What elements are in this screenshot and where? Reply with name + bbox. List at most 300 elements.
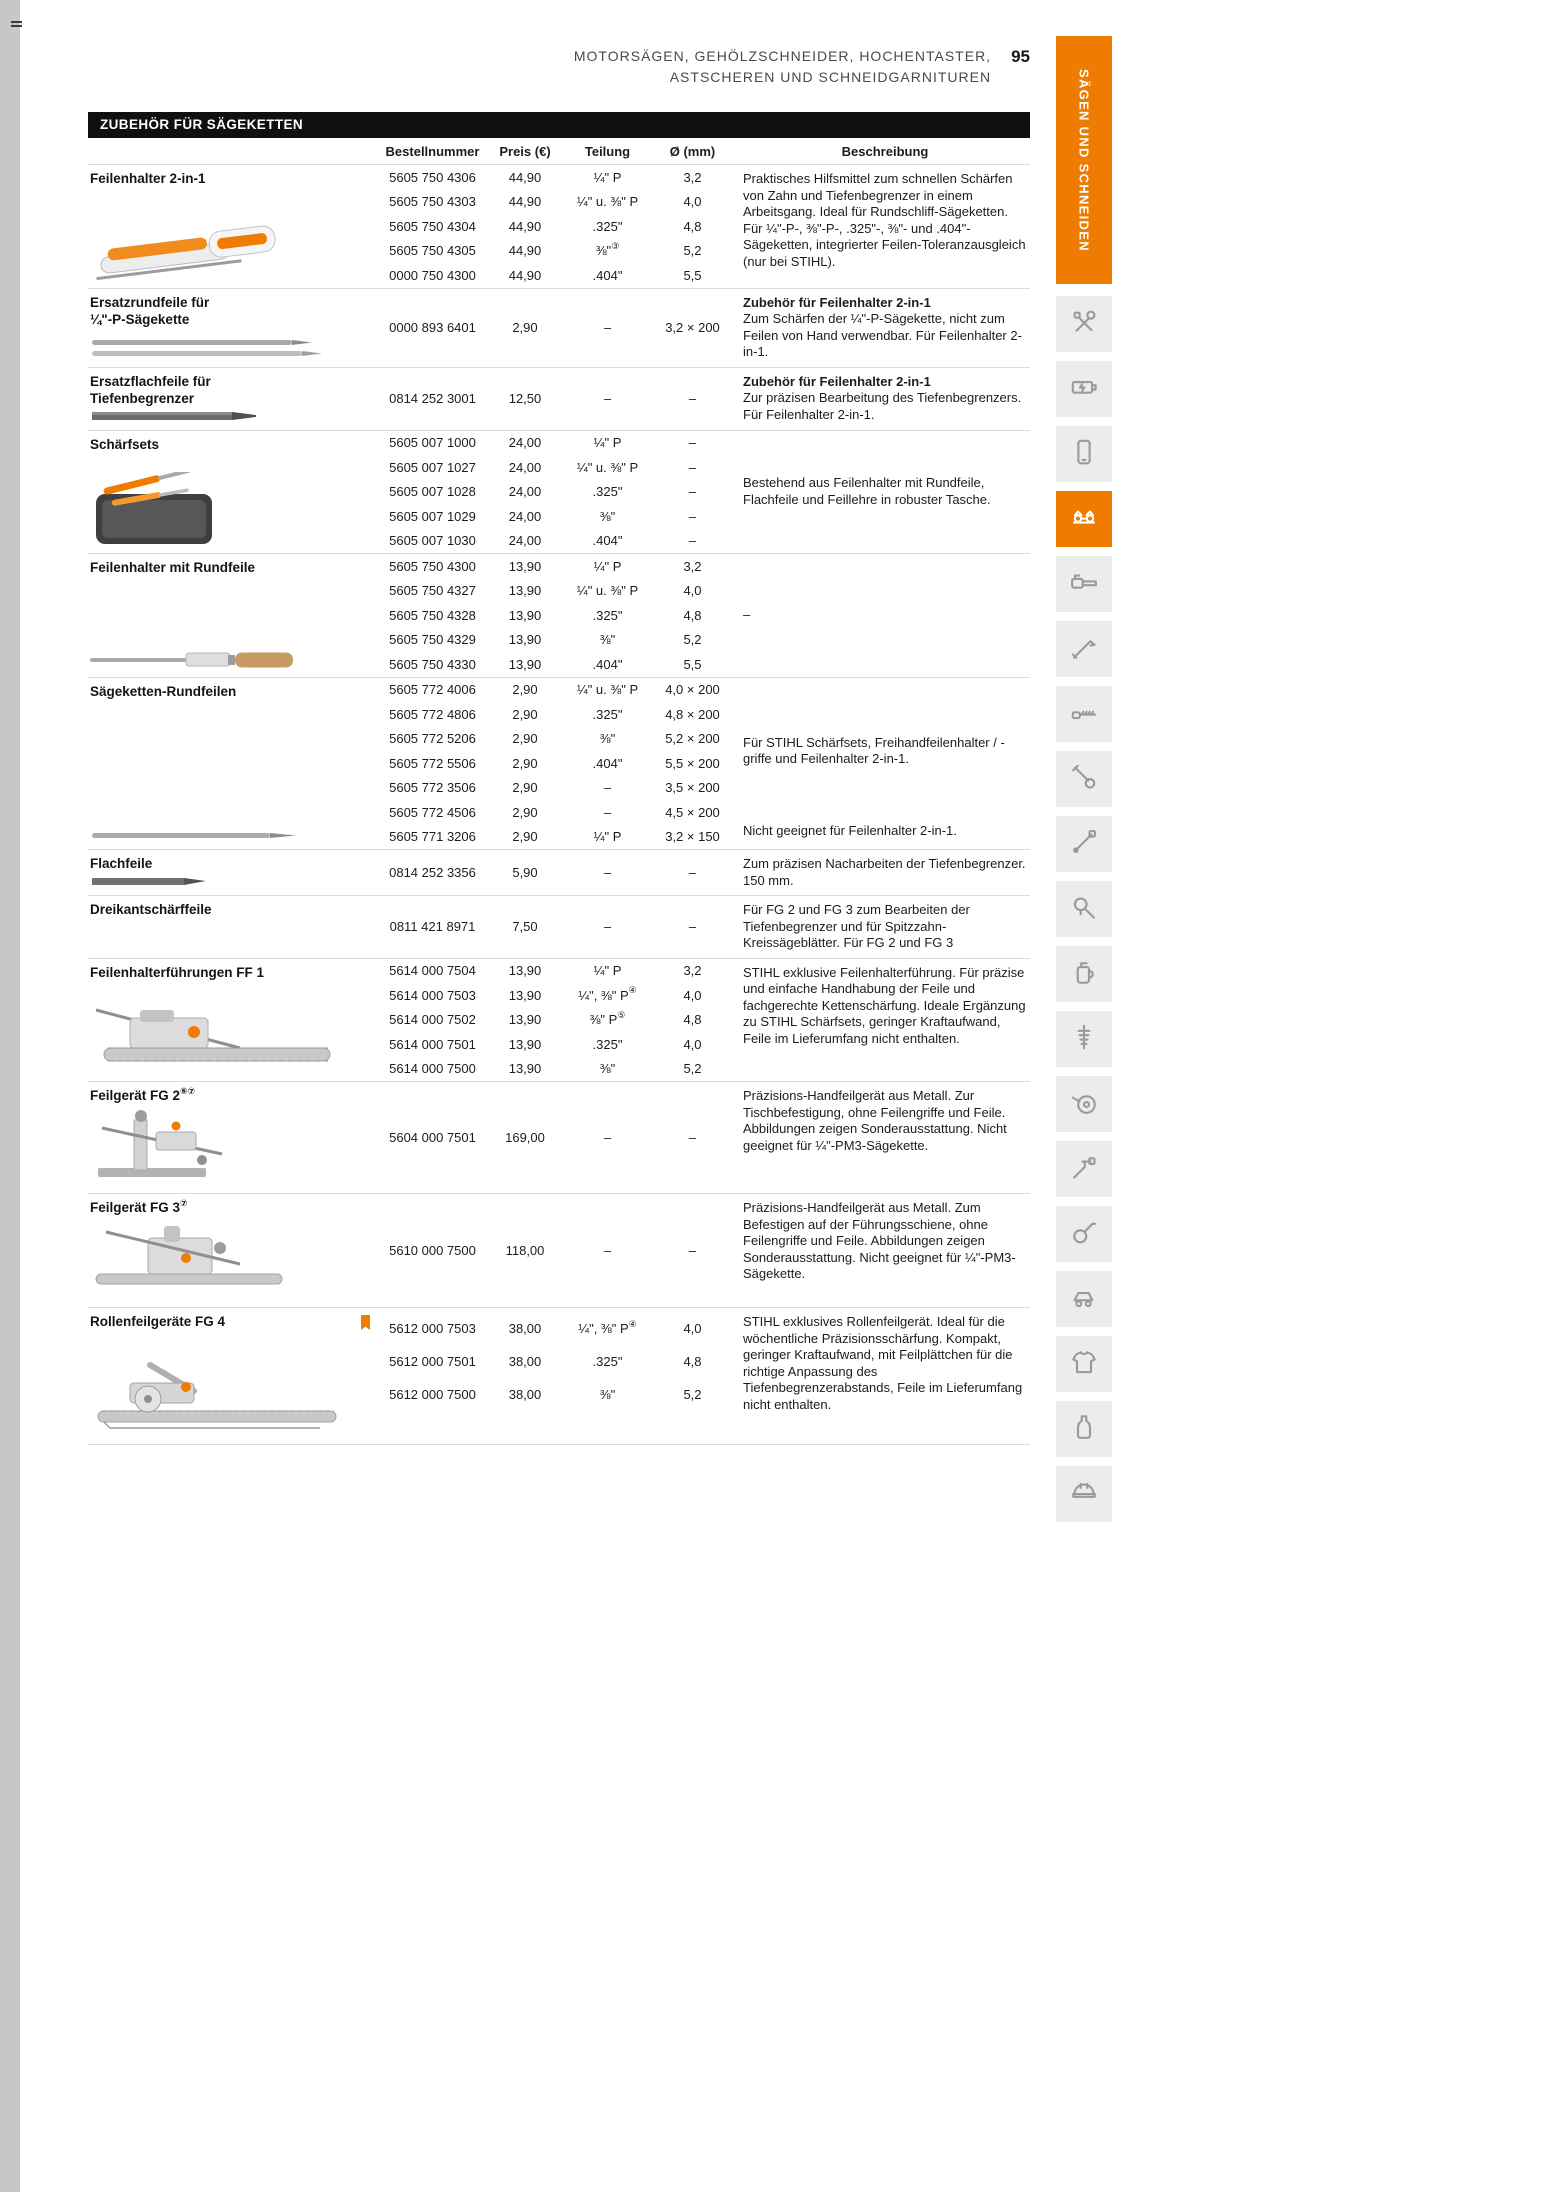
product-group <box>88 1193 1030 1307</box>
price-cell: 38,00 <box>508 1321 542 1336</box>
section-title-bar: ZUBEHÖR FÜR SÄGEKETTEN <box>88 112 1030 138</box>
description-paragraph: Präzisions-Handfeilgerät aus Metall. Zur Tischbefestigung, ohne Feilengriffe und Feile. Abbildungen zeigen Sonderausstattung. Nicht geeignet für ¼"-PM3-Sägekette. <box>743 1088 1007 1153</box>
price-cell: 2,90 <box>512 706 538 722</box>
product-name-cell <box>88 165 385 288</box>
pitch-cell: ¼" P <box>593 829 622 845</box>
order-number-cell: 0814 252 3001 <box>389 391 476 406</box>
table-row <box>385 504 740 529</box>
product-group <box>88 367 1030 430</box>
description-paragraph: – <box>743 607 751 622</box>
diameter-cell: 3,2 <box>683 963 702 979</box>
product-name-cell <box>88 1082 385 1193</box>
pitch-cell: ⅜" P⑤ <box>589 1009 626 1028</box>
chainsaw-icon <box>1069 567 1099 602</box>
product-title: Sägeketten-Rundfeilen <box>90 683 237 699</box>
diameter-cell: 3,2 <box>683 169 702 185</box>
pitch-cell: ¼" u. ⅜" P <box>576 194 639 210</box>
diameter-cell: 4,8 <box>683 218 702 234</box>
sidebar-icon-strip <box>1056 296 1112 1522</box>
order-number-cell: 5605 771 3206 <box>389 829 476 845</box>
description-text <box>743 1200 1030 1283</box>
page-number: 95 <box>1011 47 1030 66</box>
price-cell: 13,90 <box>508 963 542 979</box>
order-number-cell: 5605 750 4306 <box>389 169 476 185</box>
table-row <box>385 529 740 554</box>
sidebar-tile-battery <box>1056 361 1112 417</box>
pitch-cell: ¼" P <box>593 169 622 185</box>
product-group <box>88 430 1030 554</box>
sidebar-tile-pole-pruner <box>1056 621 1112 677</box>
description-text <box>743 374 1030 424</box>
table-row <box>385 480 740 505</box>
product-rows <box>385 165 740 288</box>
price-cell: 2,90 <box>512 731 538 747</box>
vacuum-icon <box>1069 1217 1099 1252</box>
order-number-cell: 0811 421 8971 <box>389 919 476 935</box>
description-note: Nicht geeignet für Feilenhalter 2-in-1. <box>743 822 957 838</box>
order-number-cell: 5612 000 7500 <box>389 1387 476 1402</box>
price-cell: 38,00 <box>508 1354 542 1369</box>
order-number-cell: 0814 252 3356 <box>389 865 476 880</box>
order-number-cell: 5605 750 4329 <box>389 632 476 648</box>
product-description <box>740 959 1030 1082</box>
pitch-cell: ¼" P <box>593 558 622 574</box>
diameter-cell: – <box>688 391 697 406</box>
product-rows <box>385 368 740 430</box>
product-image-flat-file-long <box>90 407 375 425</box>
order-number-cell: 5614 000 7503 <box>389 987 476 1003</box>
price-cell: 24,00 <box>508 484 542 500</box>
earth-auger-icon <box>1069 1022 1099 1057</box>
clothing-icon <box>1069 1347 1099 1382</box>
kombi-engine-icon <box>1069 827 1099 862</box>
product-title: Schärfsets <box>90 436 160 452</box>
description-heading: Zubehör für Feilenhalter 2-in-1 <box>743 373 931 389</box>
sidebar-tile-brushcutter <box>1056 751 1112 807</box>
product-name-cell <box>88 678 385 850</box>
sidebar-tile-earth-auger <box>1056 1011 1112 1067</box>
diameter-cell: 3,2 <box>683 558 702 574</box>
pitch-cell: .325" <box>592 706 623 722</box>
product-image-sharpening-set <box>90 472 375 548</box>
price-cell: 44,90 <box>508 267 542 283</box>
product-name-cell <box>88 289 385 367</box>
table-row <box>385 1345 740 1378</box>
sidebar-tile-lawn-mower <box>1056 1271 1112 1327</box>
product-group <box>88 677 1030 850</box>
pitch-cell: ⅜" <box>599 1387 616 1402</box>
product-group <box>88 958 1030 1082</box>
sidebar-tile-saw-chain <box>1056 491 1112 547</box>
pitch-cell: ⅜" <box>599 1061 616 1077</box>
column-header-pitch: Teilung <box>584 143 631 159</box>
price-cell: 13,90 <box>508 1012 542 1028</box>
pitch-cell: – <box>603 391 612 406</box>
pitch-cell: ⅜" <box>599 731 616 747</box>
heading-line-2: ASTSCHEREN UND SCHNEIDGARNITUREN <box>669 69 992 85</box>
price-cell: 5,90 <box>512 865 538 880</box>
price-cell: 24,00 <box>508 508 542 524</box>
product-title: Ersatzrundfeile für ¼"-P-Sägekette <box>90 294 210 327</box>
hedge-trimmer-icon <box>1069 697 1099 732</box>
diameter-cell: – <box>688 508 697 524</box>
price-cell: 13,90 <box>508 607 542 623</box>
product-name-cell <box>88 1194 385 1307</box>
description-paragraph: Für FG 2 und FG 3 zum Bearbeiten der Tiefenbegrenzer und für Spitzzahn-Kreissägeblätter. Für FG 2 und FG 3 <box>743 902 970 950</box>
diameter-cell: – <box>688 919 697 935</box>
price-cell: 24,00 <box>508 435 542 451</box>
order-number-cell: 5605 007 1000 <box>389 435 476 451</box>
product-group <box>88 1081 1030 1193</box>
pitch-cell: ⅜"③ <box>595 240 620 259</box>
product-description <box>740 1082 1030 1193</box>
order-number-cell: 5604 000 7501 <box>389 1130 476 1145</box>
pitch-cell: ¼", ⅜" P④ <box>578 1318 637 1336</box>
price-cell: 13,90 <box>508 656 542 672</box>
price-cell: 24,00 <box>508 533 542 549</box>
price-cell: 13,90 <box>508 558 542 574</box>
cut-off-saw-icon <box>1069 1087 1099 1122</box>
description-paragraph: STIHL exklusives Rollenfeilgerät. Ideal für die wöchentliche Präzisionsschärfung. Kompakt, geringer Kraftaufwand, mit Feilplättchen für die richtige Anpassung des Tiefenbegrenzerabstands, Feile im Lieferumfang nicht enthalten. <box>743 1314 1023 1412</box>
pole-pruner-icon <box>1069 632 1099 667</box>
pitch-cell: .325" <box>592 1354 623 1369</box>
product-rows <box>385 1082 740 1193</box>
battery-icon <box>1069 372 1099 407</box>
sidebar-tile-hedge-trimmer <box>1056 686 1112 742</box>
table-row <box>385 727 740 752</box>
price-cell: 44,90 <box>508 218 542 234</box>
pitch-cell: .325" <box>592 1036 623 1052</box>
sidebar-tile-smartphone <box>1056 426 1112 482</box>
diameter-cell: 3,2 × 200 <box>665 320 720 335</box>
product-title: Dreikantschärffeile <box>90 902 212 917</box>
price-cell: 2,90 <box>512 682 538 698</box>
diameter-cell: 4,8 <box>683 1012 702 1028</box>
diameter-cell: 5,2 × 200 <box>665 731 720 747</box>
sidebar-tile-sprayer <box>1056 946 1112 1002</box>
table-row <box>385 455 740 480</box>
sprayer-icon <box>1069 957 1099 992</box>
price-cell: 13,90 <box>508 632 542 648</box>
diameter-cell: – <box>688 1243 697 1258</box>
diameter-cell: – <box>688 459 697 475</box>
order-number-cell: 5605 772 4806 <box>389 706 476 722</box>
pitch-cell: .404" <box>592 267 623 283</box>
product-image-fg2-device <box>90 1104 375 1188</box>
helmet-icon <box>1069 1477 1099 1512</box>
order-number-cell: 5605 007 1027 <box>389 459 476 475</box>
table-row <box>385 983 740 1008</box>
product-rows <box>385 896 740 958</box>
brushcutter-icon <box>1069 762 1099 797</box>
price-cell: 2,90 <box>512 755 538 771</box>
smartphone-icon <box>1069 437 1099 472</box>
diameter-cell: – <box>688 533 697 549</box>
pitch-cell: .404" <box>592 533 623 549</box>
order-number-cell: 5605 750 4303 <box>389 194 476 210</box>
order-number-cell: 5605 772 4006 <box>389 682 476 698</box>
product-title: Feilgerät FG 2⑥⑦ <box>90 1085 196 1103</box>
diameter-cell: 4,8 <box>683 1354 702 1369</box>
diameter-cell: 5,2 <box>683 1387 702 1402</box>
product-title: Feilenhalterführungen FF 1 <box>90 964 265 980</box>
pitch-cell: – <box>603 320 612 335</box>
table-row <box>385 915 740 940</box>
description-text <box>743 856 1030 889</box>
product-name-cell <box>88 431 385 554</box>
column-header-order: Bestellnummer <box>385 143 480 159</box>
product-table <box>88 164 1030 1445</box>
table-row <box>385 263 740 288</box>
order-number-cell: 5605 772 3506 <box>389 780 476 796</box>
product-group <box>88 849 1030 895</box>
table-row <box>385 315 740 340</box>
product-rows <box>385 1194 740 1307</box>
page-corner-mark <box>11 21 22 29</box>
table-column-header-row <box>88 138 1030 164</box>
diameter-cell: 4,0 <box>683 1036 702 1052</box>
table-row <box>385 860 740 885</box>
product-rows <box>385 678 740 850</box>
product-title: Flachfeile <box>90 856 153 871</box>
product-group <box>88 895 1030 958</box>
product-description <box>740 1194 1030 1307</box>
sidebar-tile-vacuum <box>1056 1206 1112 1262</box>
product-title: Rollenfeilgeräte FG 4 <box>90 1314 226 1329</box>
table-row <box>385 1312 740 1345</box>
sidebar-tile-clothing <box>1056 1336 1112 1392</box>
product-title: Ersatzflachfeile für Tiefenbegrenzer <box>90 373 211 406</box>
description-text <box>743 1088 1030 1154</box>
table-row <box>385 776 740 801</box>
pitch-cell: .404" <box>592 656 623 672</box>
product-description <box>740 165 1030 288</box>
pitch-cell: ¼" u. ⅜" P <box>576 583 639 599</box>
product-description <box>740 431 1030 554</box>
pitch-cell: – <box>603 865 612 880</box>
catalog-section-heading <box>574 46 991 88</box>
table-row <box>385 1032 740 1057</box>
description-paragraph: Zur präzisen Bearbeitung des Tiefenbegrenzers. Für Feilenhalter 2-in-1. <box>743 390 1022 422</box>
page-edge-strip <box>0 0 20 2192</box>
order-number-cell: 5605 750 4328 <box>389 607 476 623</box>
sidebar-tile-kombi-engine <box>1056 816 1112 872</box>
price-cell: 2,90 <box>512 829 538 845</box>
description-text <box>743 684 1030 819</box>
price-cell: 24,00 <box>508 459 542 475</box>
product-title: Feilgerät FG 3⑦ <box>90 1197 188 1215</box>
order-number-cell: 5605 750 4330 <box>389 656 476 672</box>
table-row <box>385 678 740 703</box>
table-row <box>385 800 740 825</box>
pitch-cell: .325" <box>592 607 623 623</box>
description-text <box>743 475 1030 508</box>
heading-line-1: MOTORSÄGEN, GEHÖLZSCHNEIDER, HOCHENTASTER, <box>573 48 992 64</box>
diameter-cell: 5,2 <box>683 632 702 648</box>
product-rows <box>385 554 740 677</box>
table-row <box>385 431 740 456</box>
table-row <box>385 1238 740 1263</box>
product-image-round-file-single <box>90 828 375 844</box>
product-title: Feilenhalter 2-in-1 <box>90 171 206 186</box>
description-paragraph: Für STIHL Schärfsets, Freihandfeilenhalter / -griffe und Feilenhalter 2-in-1. <box>743 734 1005 766</box>
table-row <box>385 214 740 239</box>
product-image-flat-file-small <box>90 874 375 890</box>
diameter-cell: 3,2 × 150 <box>665 829 720 845</box>
pitch-cell: ¼" u. ⅜" P <box>576 682 639 698</box>
product-name-cell <box>88 1308 385 1444</box>
table-row <box>385 628 740 653</box>
product-rows <box>385 431 740 554</box>
product-image-ff1-guide <box>90 998 375 1076</box>
description-text <box>743 295 1030 361</box>
pitch-cell: ¼" P <box>593 435 622 451</box>
product-image-round-files-pair <box>90 336 375 362</box>
column-header-price: Preis (€) <box>499 143 551 159</box>
sidebar-category-label: SÄGEN UND SCHNEIDEN <box>1076 68 1092 252</box>
order-number-cell: 5605 007 1030 <box>389 533 476 549</box>
table-row <box>385 579 740 604</box>
price-cell: 13,90 <box>508 583 542 599</box>
price-cell: 2,90 <box>512 780 538 796</box>
pitch-cell: – <box>603 1130 612 1145</box>
order-number-cell: 5614 000 7504 <box>389 963 476 979</box>
column-header-desc: Beschreibung <box>841 143 929 159</box>
pitch-cell: .325" <box>592 484 623 500</box>
order-number-cell: 5605 772 4506 <box>389 804 476 820</box>
pitch-cell: .404" <box>592 755 623 771</box>
price-cell: 13,90 <box>508 1036 542 1052</box>
table-row <box>385 554 740 579</box>
diameter-cell: 5,2 <box>683 243 702 259</box>
table-row <box>385 1008 740 1033</box>
description-text <box>743 171 1030 270</box>
page-header <box>88 46 1030 88</box>
price-cell: 38,00 <box>508 1387 542 1402</box>
order-number-cell: 5614 000 7502 <box>389 1012 476 1028</box>
price-cell: 118,00 <box>505 1243 545 1258</box>
product-image-file-holder-round <box>90 648 375 672</box>
product-description <box>740 850 1030 895</box>
order-number-cell: 5605 750 4304 <box>389 218 476 234</box>
description-paragraph: Zum präzisen Nacharbeiten der Tiefenbegrenzer. 150 mm. <box>743 856 1026 888</box>
product-image-fg4-roller <box>90 1359 375 1439</box>
product-name-cell <box>88 554 385 677</box>
price-cell: 44,90 <box>508 243 542 259</box>
diameter-cell: 5,5 × 200 <box>665 755 720 771</box>
pitch-cell: ⅜" <box>599 632 616 648</box>
table-row <box>385 1125 740 1150</box>
product-name-cell <box>88 896 385 958</box>
diameter-cell: 4,8 × 200 <box>665 706 720 722</box>
table-row <box>385 239 740 264</box>
sidebar-tile-tools <box>1056 296 1112 352</box>
table-row <box>385 603 740 628</box>
product-image-fg3-device <box>90 1216 375 1302</box>
product-image-feilenhalter-2in1 <box>90 221 375 283</box>
price-cell: 7,50 <box>512 919 538 935</box>
order-number-cell: 5612 000 7501 <box>389 1354 476 1369</box>
diameter-cell: 4,0 <box>683 583 702 599</box>
bottle-icon <box>1069 1412 1099 1447</box>
product-rows <box>385 289 740 367</box>
product-name-cell <box>88 959 385 1082</box>
table-row <box>385 1378 740 1411</box>
table-row <box>385 190 740 215</box>
price-cell: 2,90 <box>512 320 538 335</box>
diameter-cell: – <box>688 484 697 500</box>
sidebar-tile-bottle <box>1056 1401 1112 1457</box>
order-number-cell: 5614 000 7500 <box>389 1061 476 1077</box>
pitch-cell: – <box>603 804 612 820</box>
table-row <box>385 959 740 984</box>
product-description <box>740 289 1030 367</box>
description-paragraph: STIHL exklusive Feilenhalterführung. Für präzise und einfache Handhabung der Feile und fachgerechte Kettenschärfung. Ideale Ergänzung zu STIHL Schärfsets, geringer Kraftaufwand, Feile im Lieferumfang nicht enthalten. <box>743 964 1026 1046</box>
pitch-cell: ¼", ⅜" P④ <box>578 985 637 1003</box>
tools-icon <box>1069 307 1099 342</box>
pitch-cell: ¼" P <box>593 963 622 979</box>
product-rows <box>385 959 740 1082</box>
product-description <box>740 896 1030 958</box>
pitch-cell: – <box>603 780 612 796</box>
order-number-cell: 5605 772 5206 <box>389 731 476 747</box>
price-cell: 12,50 <box>508 391 542 406</box>
diameter-cell: 5,5 <box>683 656 702 672</box>
diameter-cell: 4,0 <box>683 987 702 1003</box>
diameter-cell: – <box>688 1130 697 1145</box>
price-cell: 2,90 <box>512 804 538 820</box>
price-cell: 169,00 <box>505 1130 545 1145</box>
description-text <box>743 965 1030 1048</box>
product-title: Feilenhalter mit Rundfeile <box>90 560 256 575</box>
product-group <box>88 164 1030 288</box>
new-flag-icon <box>361 1315 370 1330</box>
pitch-cell: – <box>603 919 612 935</box>
description-paragraph: Praktisches Hilfsmittel zum schnellen Schärfen von Zahn und Tiefenbegrenzer in einem Arbeitsgang. Ideal für Rundschliff-Sägeketten. Für ¼"-P-, ⅜"-P-, .325"-, ⅜"- und .404"-Sägeketten, integrierter Feilen-Toleranzausgleich (nur bei STIHL). <box>743 171 1026 269</box>
description-paragraph: Präzisions-Handfeilgerät aus Metall. Zum Befestigen auf der Führungsschiene, ohne Feilengriffe und Feile. Abbildungen zeigen Sonderausstattung. Nicht geeignet für ¼"-PM3-Sägekette. <box>743 1200 1016 1281</box>
order-number-cell: 0000 750 4300 <box>389 267 476 283</box>
table-row <box>385 702 740 727</box>
order-number-cell: 5605 007 1029 <box>389 508 476 524</box>
pitch-cell: – <box>603 1243 612 1258</box>
product-name-cell <box>88 368 385 430</box>
product-description <box>740 678 1030 850</box>
price-cell: 13,90 <box>508 987 542 1003</box>
order-number-cell: 5612 000 7503 <box>389 1321 476 1336</box>
product-rows <box>385 850 740 895</box>
table-row <box>385 751 740 776</box>
pitch-cell: .325" <box>592 218 623 234</box>
description-text <box>743 902 1030 952</box>
sidebar-category-tab <box>1056 36 1112 284</box>
diameter-cell: – <box>688 865 697 880</box>
sidebar-tile-pressure-washer <box>1056 1141 1112 1197</box>
column-header-dia: Ø (mm) <box>669 143 716 159</box>
table-row <box>385 386 740 411</box>
description-paragraph: Zum Schärfen der ¼"-P-Sägekette, nicht zum Feilen von Hand verwendbar. Für Feilenhalter 2-in-1. <box>743 311 1022 359</box>
price-cell: 44,90 <box>508 194 542 210</box>
order-number-cell: 5605 750 4327 <box>389 583 476 599</box>
product-description <box>740 554 1030 677</box>
sidebar-tile-helmet <box>1056 1466 1112 1522</box>
pressure-washer-icon <box>1069 1152 1099 1187</box>
diameter-cell: 4,8 <box>683 607 702 623</box>
price-cell: 13,90 <box>508 1061 542 1077</box>
description-text <box>743 607 1030 624</box>
sidebar-tile-blower <box>1056 881 1112 937</box>
product-group <box>88 1307 1030 1445</box>
order-number-cell: 5605 007 1028 <box>389 484 476 500</box>
